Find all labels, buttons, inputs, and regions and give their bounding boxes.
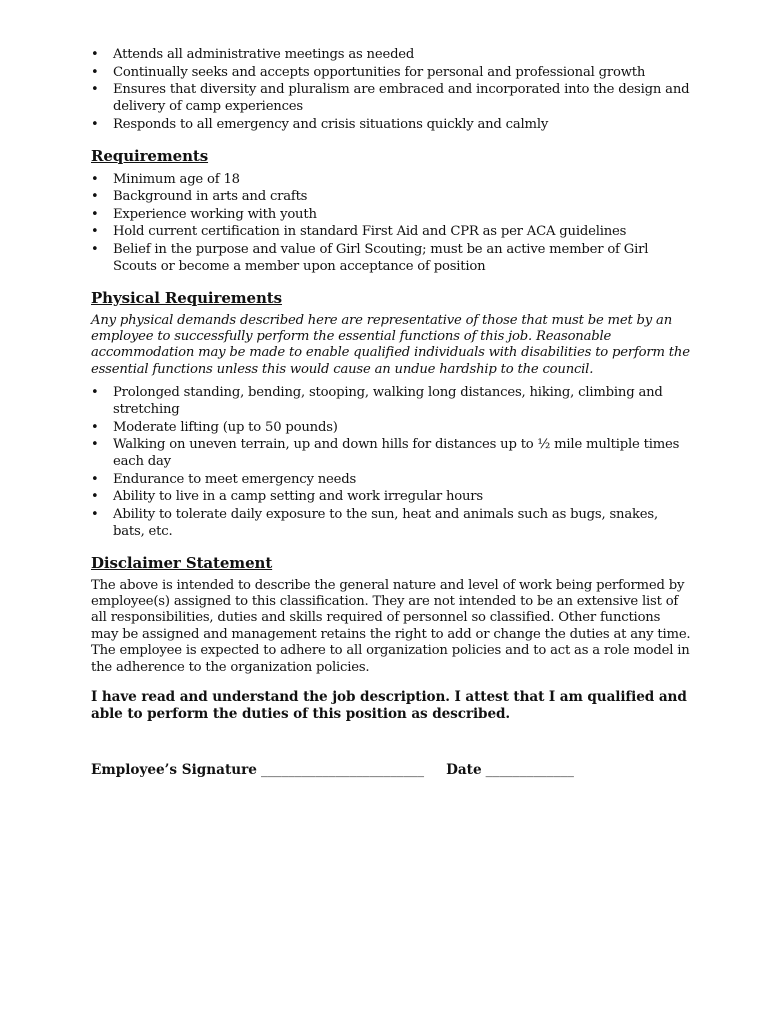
signature-label: Employee’s Signature — [91, 762, 257, 779]
list-item: • Attends all administrative meetings as needed — [91, 46, 691, 63]
duties-list — [91, 46, 691, 133]
list-item: • Minimum age of 18 — [91, 171, 691, 188]
list-item: • Ensures that diversity and pluralism are embraced and incorporated into the design and delivery of camp experiences — [91, 81, 691, 115]
list-item: • Walking on uneven terrain, up and down hills for distances up to ½ mile multiple times each day — [91, 436, 691, 470]
disclaimer-text: The above is intended to describe the general nature and level of work being performed by employee(s) assigned to this classification. They are not intended to be an extensive list of all responsibilities, duties and skills required of personnel so classified. Other functions may be assigned and management retains the right to add or change the duties at any time. The employee is expected to adhere to all organization policies and to act as a role model in the adherence to the organization policies. — [91, 577, 691, 675]
date-label: Date — [446, 762, 482, 779]
physical-requirements-heading: Physical Requirements — [91, 288, 282, 307]
list-item: • Prolonged standing, bending, stooping, walking long distances, hiking, climbing and stretching — [91, 384, 691, 418]
list-item: • Background in arts and crafts — [91, 188, 691, 205]
list-item: • Continually seeks and accepts opportunities for personal and professional growth — [91, 64, 691, 81]
list-item: • Belief in the purpose and value of Girl Scouting; must be an active member of Girl Scouts or become a member upon acceptance of position — [91, 241, 691, 275]
requirements-heading: Requirements — [91, 146, 209, 165]
list-item: • Hold current certification in standard First Aid and CPR as per ACA guidelines — [91, 223, 691, 240]
requirements-list — [91, 171, 691, 275]
list-item: • Endurance to meet emergency needs — [91, 471, 691, 488]
list-item: • Ability to live in a camp setting and work irregular hours — [91, 488, 691, 505]
list-item: • Ability to tolerate daily exposure to the sun, heat and animals such as bugs, snakes, bats, etc. — [91, 506, 691, 540]
list-item: • Experience working with youth — [91, 206, 691, 223]
document-page — [91, 46, 691, 778]
attestation-text: I have read and understand the job description. I attest that I am qualified and able to perform the duties of this position as described. — [91, 689, 687, 723]
date-line[interactable]: _____________ — [485, 762, 574, 779]
signature-line[interactable]: ________________________ — [260, 762, 425, 779]
physical-list — [91, 384, 691, 540]
physical-intro: Any physical demands described here are representative of those that must be met by an employee to successfully perform the essential functions of this job. Reasonable accommodation may be made to enable qualified individuals with disabilities to perform the essential functions unless this would cause an undue hardship to the council. — [91, 312, 690, 377]
signature-row — [91, 762, 691, 778]
list-item: • Responds to all emergency and crisis situations quickly and calmly — [91, 116, 691, 133]
list-item: • Moderate lifting (up to 50 pounds) — [91, 419, 691, 436]
disclaimer-heading: Disclaimer Statement — [91, 553, 273, 572]
